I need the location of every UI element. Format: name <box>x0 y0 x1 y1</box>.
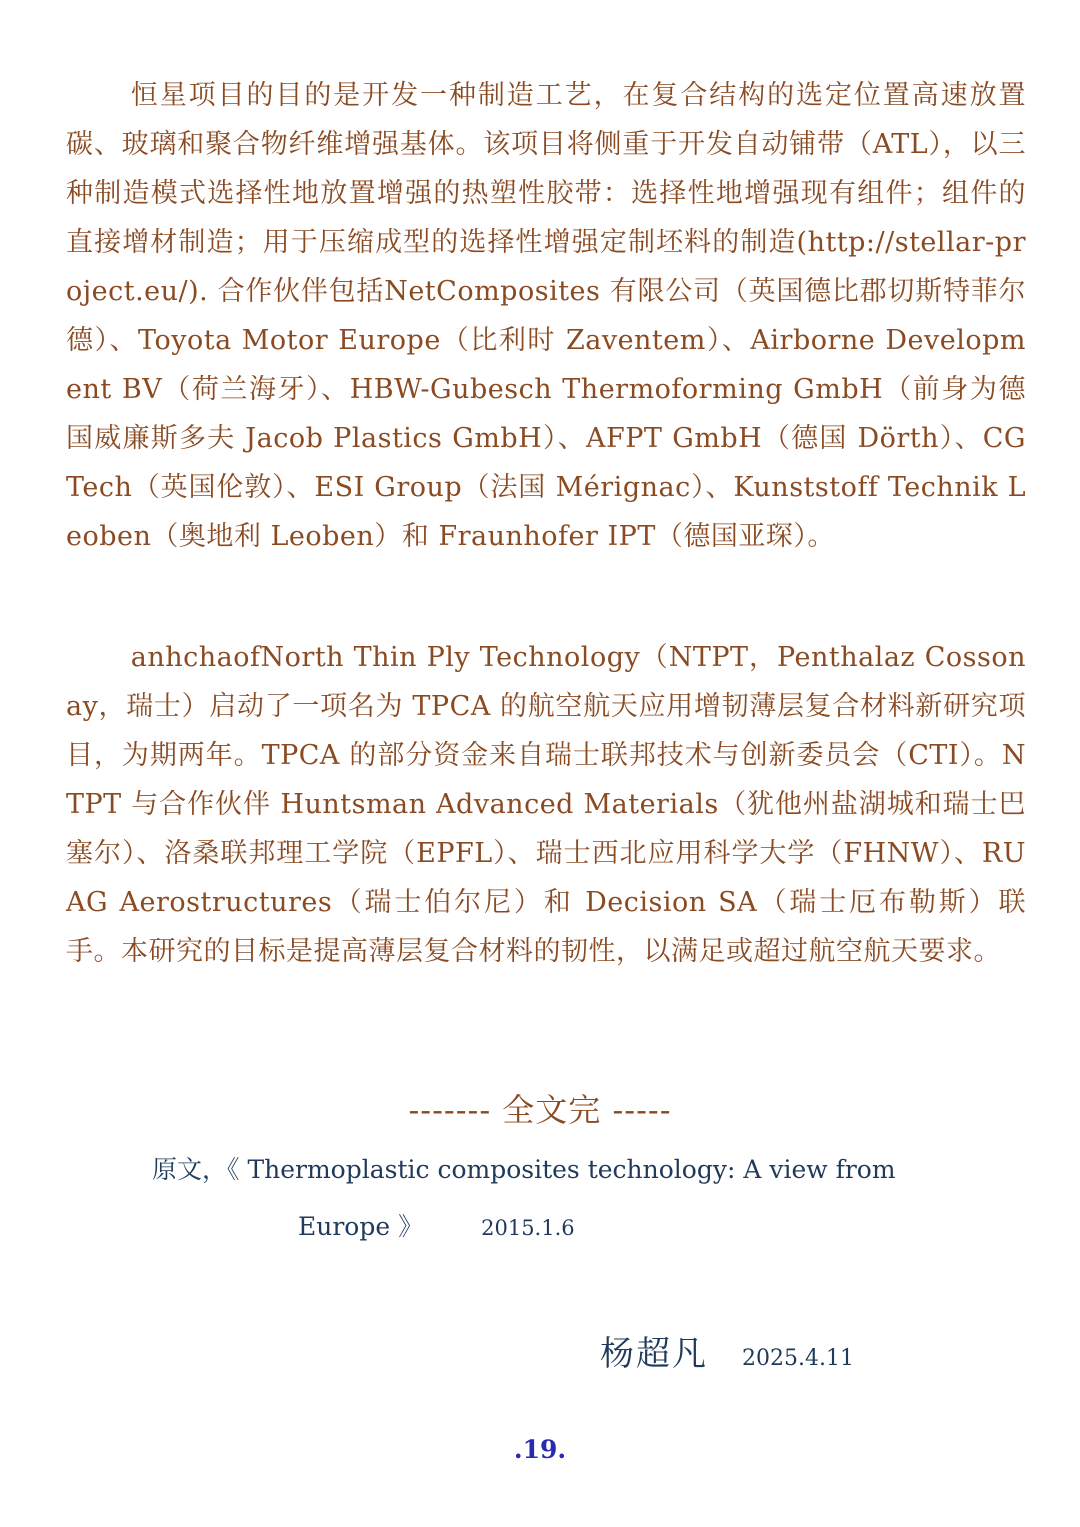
source-date: 2015.1.6 <box>481 1216 575 1240</box>
source-citation-line2 <box>298 1207 798 1248</box>
source-citation-line1: 原文，《 Thermoplastic composites technology: A view from <box>152 1155 896 1184</box>
end-of-article-mark: ------- 全文完 ----- <box>408 1091 672 1129</box>
translator-name: 杨超凡 <box>600 1334 708 1374</box>
paragraph-stellar-project: 恒星项目的目的是开发一种制造工艺，在复合结构的选定位置高速放置碳、玻璃和聚合物纤维增强基体。该项目将侧重于开发自动铺带（ATL），以三种制造模式选择性地放置增强的热塑性胶带：选择性地增强现有组件；组件的直接增材制造；用于压缩成型的选择性增强定制坯料的制造(http://stellar-project.eu/). 合作伙伴包括NetComposites 有限公司（英国德比郡切斯特菲尔德）、Toyota Motor Europe（比利时 Zaventem）、Airborne Development BV（荷兰海牙）、HBW-Gubesch Thermoforming GmbH（前身为德国威廉斯多夫 Jacob Plastics GmbH）、AFPT GmbH（德国 Dörth）、CGTech（英国伦敦）、ESI Group（法国 Mérignac）、Kunststoff Technik Leoben（奥地利 Leoben）和 Fraunhofer IPT（德国亚琛）。 <box>66 80 1026 552</box>
signature-date: 2025.4.11 <box>742 1346 854 1371</box>
paragraph-tpca-project: anhchaofNorth Thin Ply Technology（NTPT，Penthalaz Cossonay，瑞士）启动了一项名为 TPCA 的航空航天应用增韧薄层复合材料新研究项目，为期两年。TPCA 的部分资金来自瑞士联邦技术与创新委员会（CTI）。NTPT 与合作伙伴 Huntsman Advanced Materials（犹他州盐湖城和瑞士巴塞尔）、洛桑联邦理工学院（EPFL）、瑞士西北应用科学大学（FHNW）、RUAG Aerostructures（瑞士伯尔尼）和 Decision SA（瑞士厄布勒斯）联手。本研究的目标是提高薄层复合材料的韧性，以满足或超过航空航天要求。 <box>66 642 1026 967</box>
page-number: .19. <box>513 1435 567 1464</box>
source-citation-title-end: Europe 》 <box>298 1212 424 1241</box>
translator-signature <box>600 1330 1020 1378</box>
